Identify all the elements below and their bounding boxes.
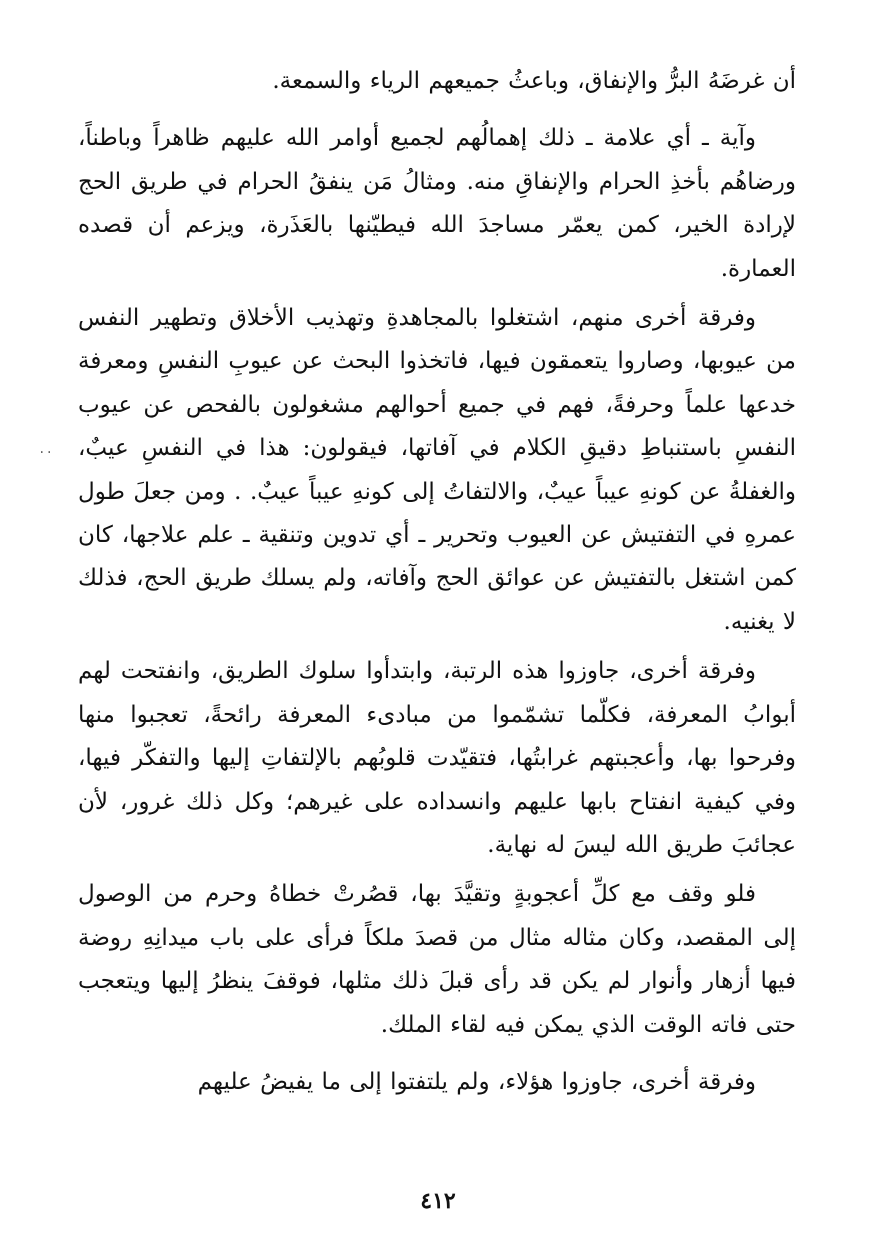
paragraph-5: فلو وقف مع كلِّ أعجوبةٍ وتقيَّدَ بها، قصُرتْ خطاهُ وحرم من الوصول إلى المقصد، وكان مثاله مثال من قصدَ ملكاً فرأى على باب ميدانِهِ روضة فيها أزهار وأنوار لم يكن قد رأى قبلَ ذلك مثلها، فوقفَ ينظرُ إليها ويتعجب حتى فاته الوقت الذي يمكن فيه لقاء الملك. — [78, 881, 796, 1038]
paragraph-3: وفرقة أخرى منهم، اشتغلوا بالمجاهدةِ وتهذيب الأخلاق وتطهير النفس من عيوبها، وصاروا يتعمقون فيها، فاتخذوا البحث عن عيوبِ النفسِ ومعرفة خدعها علماً وحرفةً، فهم في جميع أحوالهم مشغولون بالفحص عن عيوب النفسِ باستنباطِ دقيقِ الكلام في آفاتها، فيقولون: هذا في النفسِ عيبٌ، والغفلةُ عن كونهِ عيباً عيبٌ، والالتفاتُ إلى كونهِ عيباً عيبٌ. . ومن جعلَ طول عمرهِ في التفتيش عن العيوب وتحرير ـ أي تدوين وتنقية ـ علم علاجها، كان كمن اشتغل بالتفتيش عن عوائق الحج وآفاته، ولم يسلك طريق الحج، فذلك لا يغنيه. — [78, 305, 797, 635]
paragraph-6: وفرقة أخرى، جاوزوا هؤلاء، ولم يلتفتوا إلى ما يفيضُ عليهم — [197, 1068, 756, 1095]
paragraph-2: وآية ـ أي علامة ـ ذلك إهمالُهم لجميع أوامر الله عليهم ظاهراً وباطناً، ورضاهُم بأخذِ الحرام والإنفاقِ منه. ومثالُ مَن ينفقُ الحرام في طريق الحج لإرادة الخير، كمن يعمّر مساجدَ الله فيطيّنها بالعَذَرة، ويزعم أن قصده العمارة. — [78, 125, 796, 282]
body-text — [78, 60, 796, 1104]
paragraph-4: وفرقة أخرى، جاوزوا هذه الرتبة، وابتدأوا سلوك الطريق، وانفتحت لهم أبوابُ المعرفة، فكلّما تشمّموا من مبادىء المعرفة رائحةً، تعجبوا منها وفرحوا بها، وأعجبتهم غرابتُها، فتقيّدت قلوبُهم بالإلتفاتِ إليها والتفكّر فيها، وفي كيفية انفتاح بابها عليهم وانسداده على غيرهم؛ وكل ذلك غرور، لأن عجائبَ طريق الله ليسَ له نهاية. — [78, 658, 796, 858]
margin-mark: ٠٠ — [38, 444, 54, 460]
paragraph-1: أن غرضَهُ البرُّ والإنفاق، وباعثُ جميعهم الرياء والسمعة. — [272, 68, 796, 94]
page-number: ٤١٢ — [420, 1188, 456, 1214]
